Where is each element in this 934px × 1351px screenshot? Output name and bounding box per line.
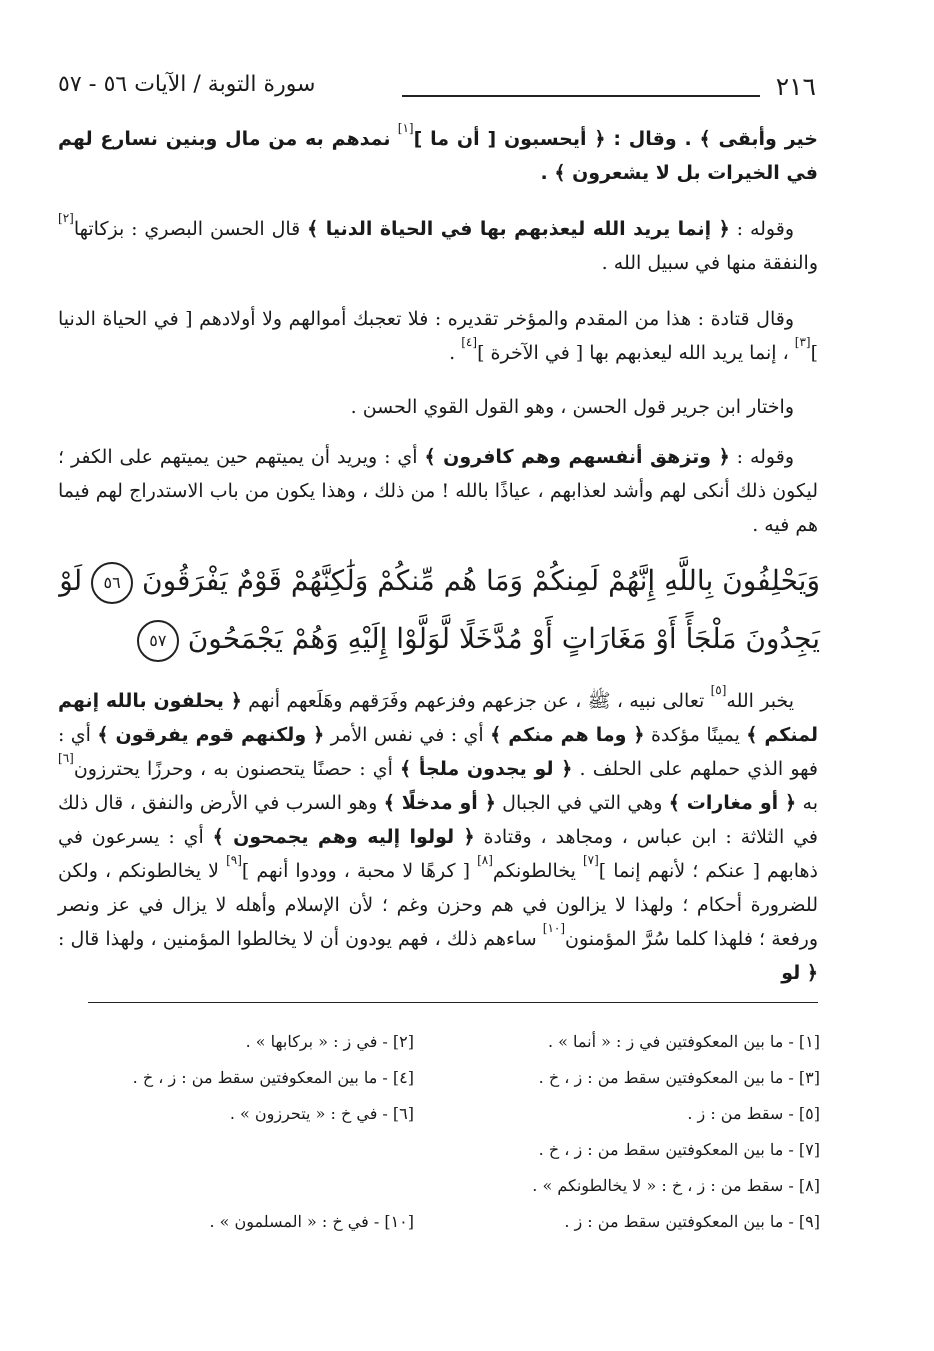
footnote-4: [٤] - ما بين المعكوفتين سقط من : ز ، خ . bbox=[132, 1068, 414, 1087]
quote-text: خير وأبقى ﴾ . وقال : ﴿ أيحسبون [ أن ما ] bbox=[413, 128, 818, 150]
footnote-9: [٩] - ما بين المعكوفتين سقط من : ز . bbox=[564, 1212, 820, 1231]
verse-number-marker: ٥٦ bbox=[91, 562, 133, 604]
text: وقال قتادة : هذا من المقدم والمؤخر تقديره : فلا تعجبك أموالهم ولا أولادهم [ في الحياة الدنيا ] bbox=[58, 308, 818, 364]
footnote-ref: [٥] bbox=[710, 683, 727, 697]
quote-text: ﴿ إنما يريد الله ليعذبهم بها في الحياة الدنيا ﴾ bbox=[307, 218, 730, 240]
footnote-ref: [٦] bbox=[58, 751, 74, 765]
footnote-ref: [٧] bbox=[582, 853, 599, 867]
paragraph-2 bbox=[58, 212, 818, 280]
quote-text: ﴿ لو bbox=[781, 962, 818, 984]
paragraph-3 bbox=[58, 302, 818, 370]
quote-text: ﴿ وتزهق أنفسهم وهم كافرون ﴾ bbox=[424, 446, 730, 468]
footnote-5: [٥] - سقط من : ز . bbox=[687, 1104, 820, 1123]
footnote-1: [١] - ما بين المعكوفتين في ز : « أنما » . bbox=[547, 1032, 820, 1051]
quote-text: ﴿ وما هم منكم ﴾ bbox=[490, 724, 645, 746]
footnote-ref: [٤] bbox=[461, 335, 478, 349]
text: أي : يسرعون في ذهابهم [ عنكم ؛ لأنهم إنما ] bbox=[58, 826, 819, 882]
tafsir-paragraph bbox=[58, 684, 818, 990]
surah-title: سورة التوبة / الآيات ٥٦ - ٥٧ bbox=[58, 72, 316, 97]
quran-verse bbox=[60, 552, 820, 668]
quote-text: نمدهم به من مال وبنين نسارع لهم في الخيرات بل لا يشعرون ﴾ . bbox=[58, 128, 818, 184]
verse-text: وَيَحْلِفُونَ بِاللَّهِ إِنَّهُمْ لَمِنكُمْ وَمَا هُم مِّنكُمْ وَلَٰكِنَّهُمْ قَوْمٌ يَفْرَقُونَ bbox=[142, 564, 820, 597]
page-number: ٢١٦ bbox=[775, 72, 816, 101]
text: تعالى نبيه ، ﷺ ، عن جزعهم وفزعهم وفَرَقهم وهَلَعهم أنهم bbox=[241, 690, 711, 712]
text: ساءهم ذلك ، فهم يودون أن لا يخالطوا المؤمنين ، ولهذا قال : bbox=[58, 928, 543, 950]
paragraph-4 bbox=[58, 390, 818, 424]
verse-line-2 bbox=[60, 610, 820, 668]
footnote-2: [٢] - في ز : « بركابها » . bbox=[245, 1032, 414, 1051]
text: أي : فهو الذي حملهم على الحلف . bbox=[58, 724, 818, 780]
text: وقوله : bbox=[729, 218, 794, 240]
text: وهو السرب في الأرض والنفق ، قال ذلك في الثلاثة : ابن عباس ، ومجاهد ، وقتادة bbox=[58, 792, 818, 848]
verse-line-1 bbox=[60, 552, 820, 610]
text: وقوله : bbox=[729, 446, 794, 468]
footnote-8: [٨] - سقط من : ز ، خ : « لا يخالطونكم » . bbox=[532, 1176, 820, 1195]
footnote-3: [٣] - ما بين المعكوفتين سقط من : ز ، خ . bbox=[538, 1068, 820, 1087]
footnote-ref: [٩] bbox=[226, 853, 242, 867]
paragraph-5 bbox=[58, 440, 818, 542]
text: [ كرهًا لا محبة ، وودوا أنهم ] bbox=[241, 860, 478, 882]
footnote-ref: [١٠] bbox=[542, 921, 566, 935]
quote-text: ﴿ يحلفون بالله إنهم لمنكم ﴾ bbox=[58, 690, 818, 746]
text: . bbox=[449, 342, 462, 364]
quote-text: ﴿ لو يجدون ملجأ ﴾ bbox=[400, 758, 573, 780]
text: يخبر الله bbox=[726, 690, 794, 712]
footnote-ref: [٢] bbox=[58, 211, 74, 225]
text: أي : حصنًا يتحصنون به ، وحرزًا يحترزون bbox=[73, 758, 401, 780]
text: أي : في نفس الأمر bbox=[324, 724, 491, 746]
quote-text: ﴿ ولكنهم قوم يفرقون ﴾ bbox=[97, 724, 325, 746]
footnote-10: [١٠] - في خ : « المسلمون » . bbox=[209, 1212, 414, 1231]
verse-text: يَجِدُونَ مَلْجَأً أَوْ مَغَارَاتٍ أَوْ مُدَّخَلًا لَّوَلَّوْا إِلَيْهِ وَهُمْ يَجْمَحُونَ bbox=[187, 622, 820, 655]
verse-text: لَوْ bbox=[59, 564, 83, 597]
text: به bbox=[796, 792, 818, 814]
verse-number-marker: ٥٧ bbox=[137, 620, 179, 662]
text: والنفقة منها في سبيل الله . bbox=[601, 252, 818, 274]
text: لا يخالطونكم ، ولكن للضرورة أحكام ؛ ولهذا لا يزالون في هم وحزن وغم ؛ لأن الإسلام وأهله لا يزال في عز ونصر ورفعة ؛ فلهذا كلما سُرَّ المؤمنون bbox=[58, 860, 819, 950]
footnote-ref: [١] bbox=[397, 121, 414, 135]
footnote-ref: [٨] bbox=[477, 853, 493, 867]
text: واختار ابن جرير قول الحسن ، وهو القول القوي الحسن . bbox=[350, 396, 794, 418]
text: يمينًا مؤكدة bbox=[644, 724, 747, 746]
text: وهي التي في الجبال bbox=[495, 792, 669, 814]
text: يخالطونكم bbox=[492, 860, 583, 882]
footnote-7: [٧] - ما بين المعكوفتين سقط من : ز ، خ . bbox=[538, 1140, 820, 1159]
text: قال الحسن البصري : بزكاتها bbox=[73, 218, 308, 240]
text: أي : ويريد أن يميتهم حين يميتهم على الكفر ؛ ليكون ذلك أنكى لهم وأشد لعذابهم ، عياذًا بالله ! من ذلك ، وهذا يكون من باب الاستدراج لهم فيما هم فيه . bbox=[58, 446, 818, 536]
footnote-ref: [٣] bbox=[794, 335, 811, 349]
quote-text: ﴿ لولوا إليه وهم يجمحون ﴾ bbox=[212, 826, 475, 848]
footnote-6: [٦] - في خ : « يتحرزون » . bbox=[229, 1104, 414, 1123]
header-rule bbox=[402, 95, 760, 97]
footnote-rule bbox=[88, 1002, 818, 1003]
text: ، إنما يريد الله ليعذبهم بها [ في الآخرة ] bbox=[477, 342, 795, 364]
quote-text: ﴿ أو مدخلًا ﴾ bbox=[383, 792, 496, 814]
quote-text: ﴿ أو مغارات ﴾ bbox=[668, 792, 797, 814]
paragraph-1 bbox=[58, 122, 818, 190]
